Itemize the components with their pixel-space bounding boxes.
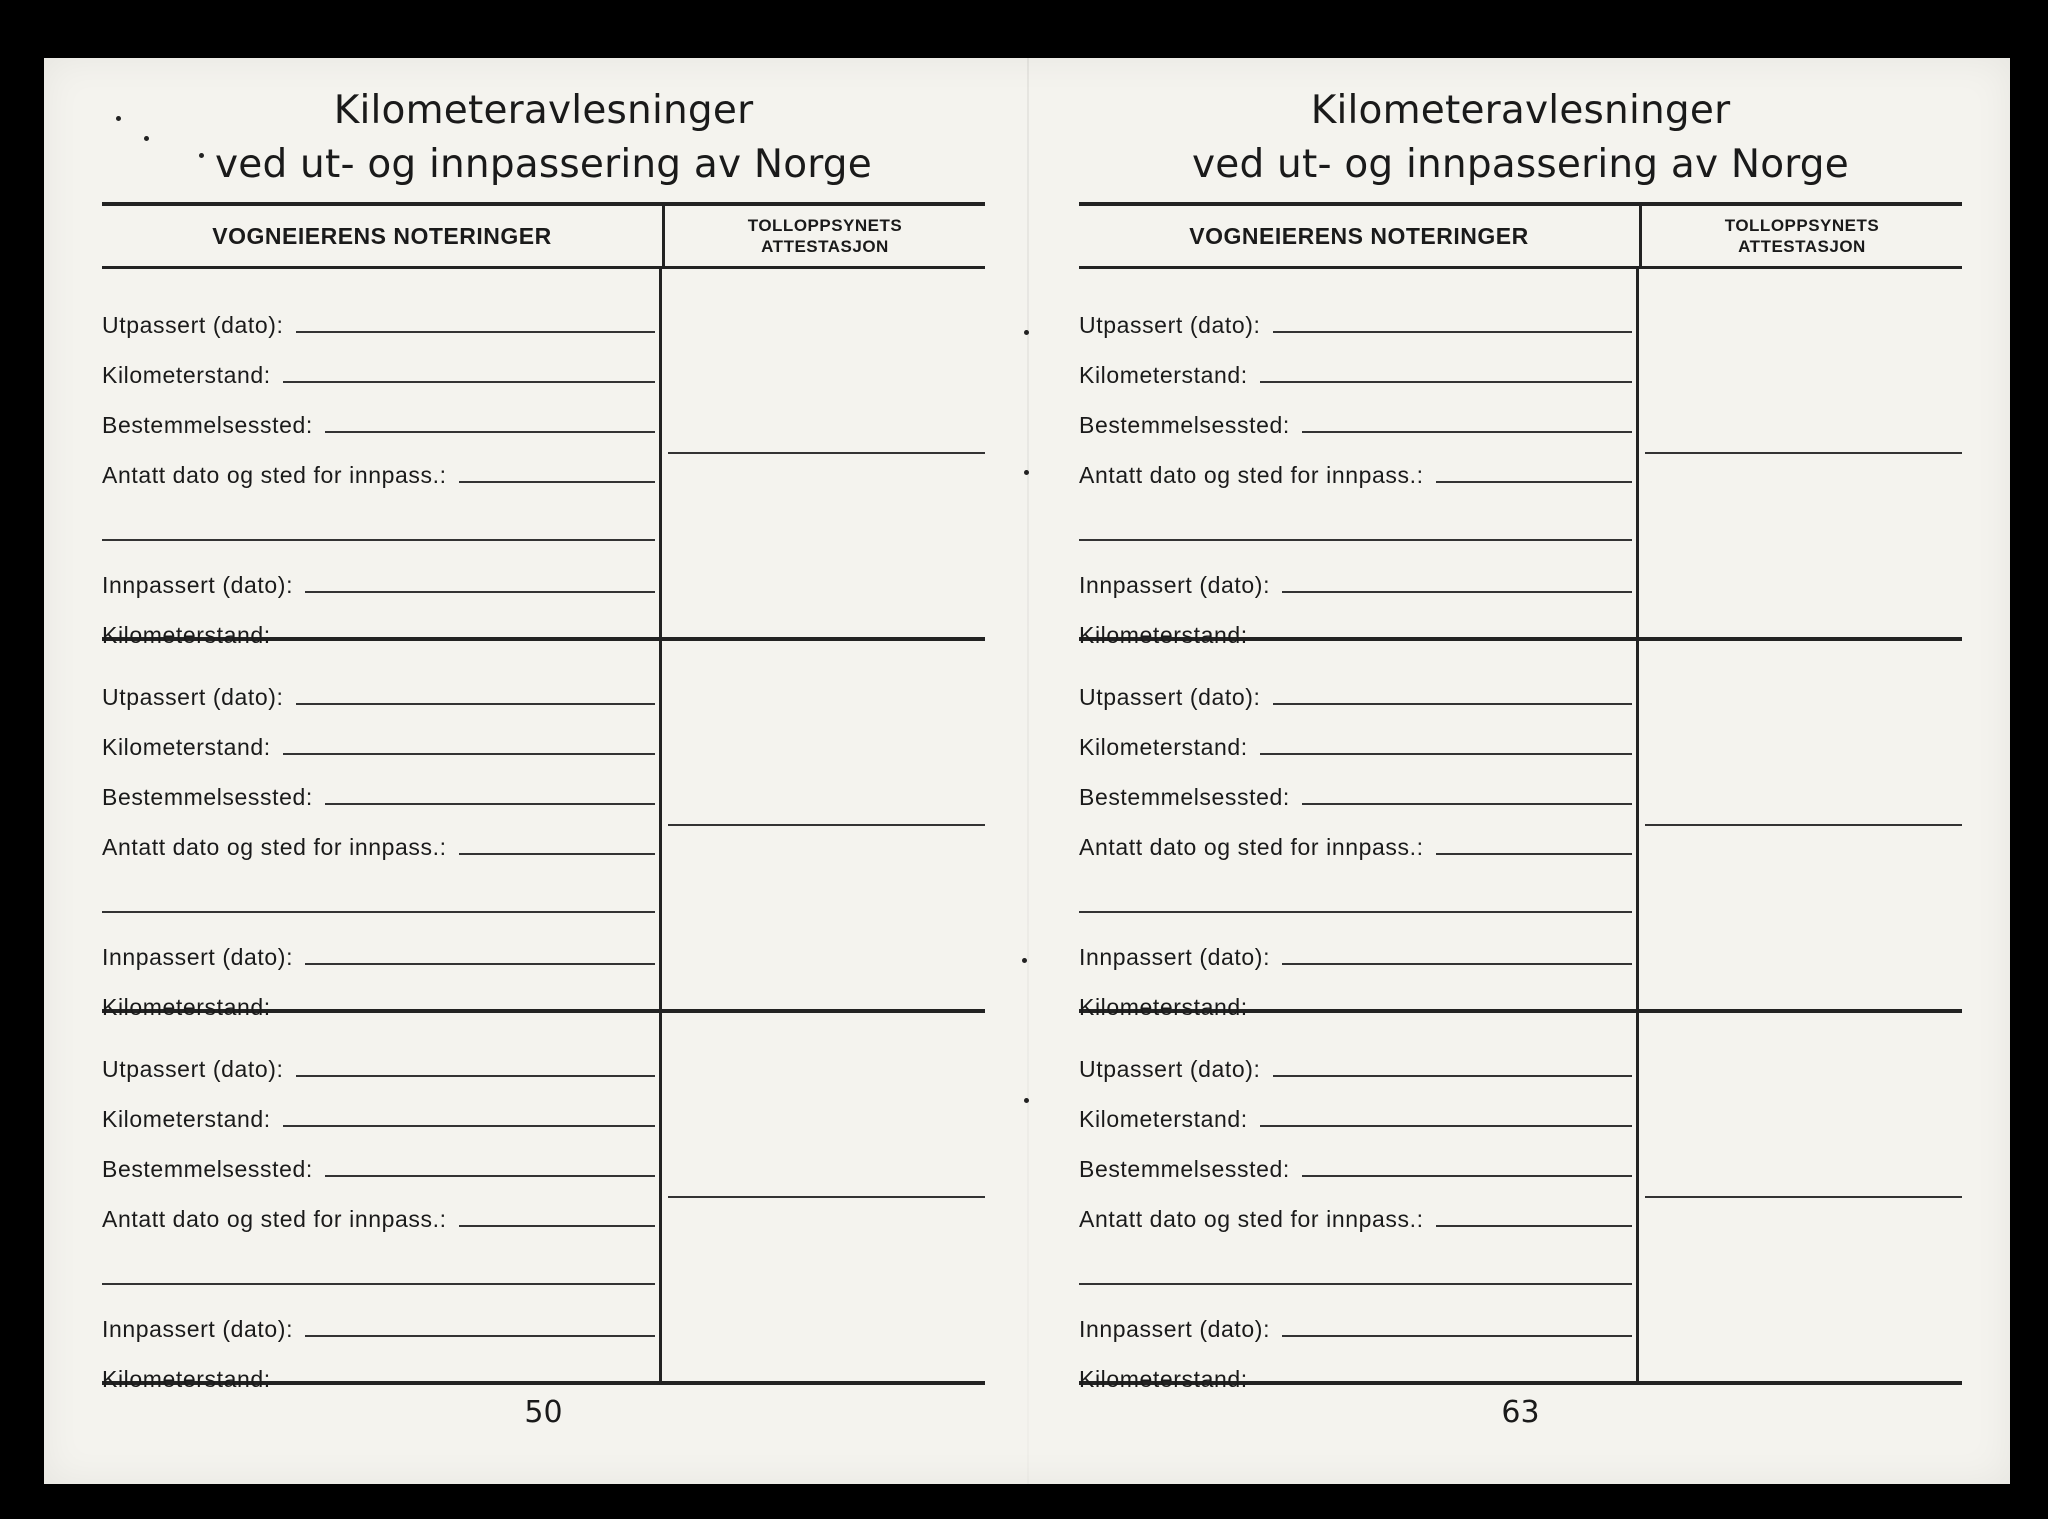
bestemmelsessted-label: Bestemmelsessted: (1079, 784, 1290, 810)
customs-stamp-area[interactable] (662, 269, 985, 637)
stamp-divider (668, 1196, 985, 1198)
antatt-label: Antatt dato og sted for innpass.: (1079, 1206, 1424, 1232)
innpassert-label: Innpassert (dato): (102, 944, 294, 970)
antatt-field[interactable] (1436, 1225, 1632, 1227)
utpassert-row (102, 293, 659, 343)
antatt-row (102, 443, 659, 493)
innpassert-row (1079, 1297, 1636, 1347)
antatt-continuation-field[interactable] (102, 865, 655, 913)
innpassert-field[interactable] (305, 963, 655, 965)
customs-header-line-1: TOLLOPPSYNETS (1724, 216, 1880, 235)
utpassert-row (102, 1037, 659, 1087)
antatt-field[interactable] (459, 481, 655, 483)
utpassert-label: Utpassert (dato): (1079, 312, 1261, 338)
innpassert-label: Innpassert (dato): (102, 1316, 294, 1342)
innpassert-row (1079, 553, 1636, 603)
innpassert-field[interactable] (1282, 963, 1632, 965)
bestemmelsessted-row (1079, 1137, 1636, 1187)
antatt-row (1079, 1187, 1636, 1237)
kilometerstand-in-row (102, 1347, 659, 1397)
owner-fields (102, 641, 662, 1020)
kilometerstand-label: Kilometerstand: (102, 362, 271, 388)
antatt-continuation-field[interactable] (102, 493, 655, 541)
utpassert-row (1079, 293, 1636, 343)
utpassert-field[interactable] (296, 703, 656, 705)
kilometerstand-field[interactable] (283, 1125, 655, 1127)
utpassert-field[interactable] (296, 1075, 656, 1077)
antatt-row (1079, 443, 1636, 493)
entry-block (102, 269, 985, 648)
customs-stamp-area[interactable] (1639, 641, 1962, 1009)
kilometerstand-in-row (1079, 1347, 1636, 1397)
owner-fields (1079, 269, 1639, 648)
customs-header-line-2: ATTESTASJON (761, 237, 889, 256)
bestemmelsessted-field[interactable] (1302, 1175, 1632, 1177)
title-line-2: ved ut- og innpassering av Norge (215, 142, 872, 187)
antatt-label: Antatt dato og sted for innpass.: (102, 1206, 447, 1232)
utpassert-label: Utpassert (dato): (102, 1056, 284, 1082)
antatt-label: Antatt dato og sted for innpass.: (102, 462, 447, 488)
utpassert-field[interactable] (1273, 1075, 1633, 1077)
kilometerstand-in-label: Kilometerstand: (1079, 1366, 1248, 1392)
antatt-field[interactable] (459, 853, 655, 855)
title-line-2: ved ut- og innpassering av Norge (1192, 142, 1849, 187)
antatt-continuation-field[interactable] (1079, 1237, 1632, 1285)
antatt-label: Antatt dato og sted for innpass.: (102, 834, 447, 860)
kilometerstand-row (102, 343, 659, 393)
page-number: 50 (524, 1395, 563, 1430)
page-number: 63 (1501, 1395, 1540, 1430)
ink-speck (199, 153, 204, 158)
bestemmelsessted-field[interactable] (325, 803, 655, 805)
owner-fields (102, 1013, 662, 1392)
kilometerstand-field[interactable] (1260, 381, 1632, 383)
kilometerstand-row (1079, 715, 1636, 765)
antatt-label: Antatt dato og sted for innpass.: (1079, 834, 1424, 860)
innpassert-label: Innpassert (dato): (1079, 944, 1271, 970)
antatt-row (102, 815, 659, 865)
bestemmelsessted-label: Bestemmelsessted: (102, 1156, 313, 1182)
entry-block (1079, 641, 1962, 1020)
utpassert-row (1079, 1037, 1636, 1087)
innpassert-field[interactable] (1282, 591, 1632, 593)
ink-speck (116, 116, 121, 121)
antatt-row (102, 1187, 659, 1237)
kilometerstand-label: Kilometerstand: (1079, 1106, 1248, 1132)
bestemmelsessted-row (1079, 765, 1636, 815)
bestemmelsessted-field[interactable] (325, 431, 655, 433)
utpassert-field[interactable] (1273, 331, 1633, 333)
kilometerstand-in-label: Kilometerstand: (1079, 622, 1248, 648)
right-page (1079, 58, 1962, 1484)
ink-speck (1022, 958, 1027, 963)
stamp-divider (668, 452, 985, 454)
column-headers (1079, 206, 1962, 269)
customs-stamp-area[interactable] (662, 1013, 985, 1381)
bestemmelsessted-row (102, 765, 659, 815)
utpassert-field[interactable] (1273, 703, 1633, 705)
kilometerstand-field[interactable] (283, 381, 655, 383)
customs-attestation-header (665, 206, 985, 266)
bestemmelsessted-field[interactable] (325, 1175, 655, 1177)
innpassert-label: Innpassert (dato): (1079, 572, 1271, 598)
kilometerstand-field[interactable] (1260, 753, 1632, 755)
innpassert-field[interactable] (1282, 1335, 1632, 1337)
left-page (102, 58, 985, 1484)
kilometerstand-row (1079, 343, 1636, 393)
innpassert-label: Innpassert (dato): (102, 572, 294, 598)
kilometerstand-row (102, 1087, 659, 1137)
stamp-divider (668, 824, 985, 826)
antatt-field[interactable] (1436, 481, 1632, 483)
kilometerstand-label: Kilometerstand: (102, 1106, 271, 1132)
bestemmelsessted-label: Bestemmelsessted: (102, 784, 313, 810)
kilometerstand-label: Kilometerstand: (1079, 734, 1248, 760)
bestemmelsessted-row (102, 1137, 659, 1187)
antatt-continuation-field[interactable] (1079, 493, 1632, 541)
customs-header-line-2: ATTESTASJON (1738, 237, 1866, 256)
ink-speck (1024, 330, 1029, 335)
innpassert-row (102, 553, 659, 603)
kilometerstand-label: Kilometerstand: (102, 734, 271, 760)
ink-speck (144, 136, 149, 141)
antatt-row (1079, 815, 1636, 865)
innpassert-field[interactable] (305, 591, 655, 593)
utpassert-label: Utpassert (dato): (1079, 1056, 1261, 1082)
innpassert-field[interactable] (305, 1335, 655, 1337)
title-line-1: Kilometeravlesninger (1310, 88, 1731, 133)
innpassert-row (102, 1297, 659, 1347)
ink-speck (1024, 470, 1029, 475)
kilometerstand-field[interactable] (283, 753, 655, 755)
customs-stamp-area[interactable] (1639, 1013, 1962, 1381)
page-gutter (1027, 58, 1029, 1484)
owner-notes-header: VOGNEIERENS NOTERINGER (1079, 206, 1642, 266)
antatt-continuation-field[interactable] (102, 1237, 655, 1285)
bestemmelsessted-row (1079, 393, 1636, 443)
column-headers (102, 206, 985, 269)
customs-stamp-area[interactable] (1639, 269, 1962, 637)
innpassert-row (1079, 925, 1636, 975)
customs-header-line-1: TOLLOPPSYNETS (747, 216, 903, 235)
owner-fields (1079, 641, 1639, 1020)
utpassert-label: Utpassert (dato): (1079, 684, 1261, 710)
bestemmelsessted-field[interactable] (1302, 803, 1632, 805)
antatt-field[interactable] (1436, 853, 1632, 855)
kilometerstand-in-label: Kilometerstand: (102, 622, 271, 648)
entry-block (1079, 269, 1962, 648)
kilometerstand-in-label: Kilometerstand: (102, 994, 271, 1020)
owner-notes-header: VOGNEIERENS NOTERINGER (102, 206, 665, 266)
bestemmelsessted-label: Bestemmelsessted: (102, 412, 313, 438)
kilometerstand-label: Kilometerstand: (1079, 362, 1248, 388)
title-line-1: Kilometeravlesninger (333, 88, 754, 133)
utpassert-field[interactable] (296, 331, 656, 333)
entry-block (1079, 1013, 1962, 1392)
booklet-spread (44, 58, 2010, 1484)
utpassert-label: Utpassert (dato): (102, 684, 284, 710)
bestemmelsessted-label: Bestemmelsessted: (1079, 1156, 1290, 1182)
kilometerstand-field[interactable] (1260, 1125, 1632, 1127)
owner-fields (1079, 1013, 1639, 1392)
page-title (1079, 84, 1962, 192)
innpassert-label: Innpassert (dato): (1079, 1316, 1271, 1342)
utpassert-row (1079, 665, 1636, 715)
antatt-label: Antatt dato og sted for innpass.: (1079, 462, 1424, 488)
kilometerstand-in-label: Kilometerstand: (102, 1366, 271, 1392)
bestemmelsessted-row (102, 393, 659, 443)
page-title (102, 84, 985, 192)
bestemmelsessted-field[interactable] (1302, 431, 1632, 433)
utpassert-label: Utpassert (dato): (102, 312, 284, 338)
owner-fields (102, 269, 662, 648)
entry-block (102, 641, 985, 1020)
stamp-divider (1645, 1196, 1962, 1198)
customs-attestation-header (1642, 206, 1962, 266)
entry-block (102, 1013, 985, 1392)
customs-stamp-area[interactable] (662, 641, 985, 1009)
stamp-divider (1645, 452, 1962, 454)
antatt-continuation-field[interactable] (1079, 865, 1632, 913)
antatt-field[interactable] (459, 1225, 655, 1227)
kilometerstand-in-label: Kilometerstand: (1079, 994, 1248, 1020)
innpassert-row (102, 925, 659, 975)
bestemmelsessted-label: Bestemmelsessted: (1079, 412, 1290, 438)
utpassert-row (102, 665, 659, 715)
kilometerstand-row (1079, 1087, 1636, 1137)
ink-speck (1024, 1098, 1029, 1103)
kilometerstand-row (102, 715, 659, 765)
stamp-divider (1645, 824, 1962, 826)
